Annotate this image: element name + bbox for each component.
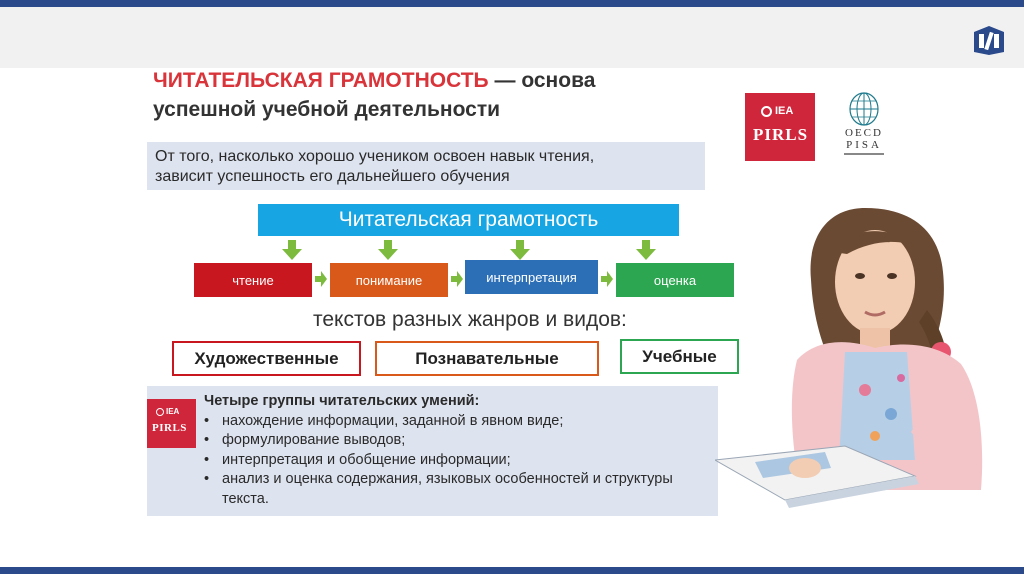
step-understanding: понимание <box>330 263 448 297</box>
intro-line-1: От того, насколько хорошо учеником освоен навык чтения, <box>155 148 595 165</box>
pirls-label: PIRLS <box>753 125 809 144</box>
intro-line-2: зависит успешность его дальнейшего обучения <box>155 168 510 185</box>
step-evaluation: оценка <box>616 263 734 297</box>
arrow-down-icon <box>378 240 398 260</box>
step-interpretation: интерпретация <box>465 260 598 294</box>
globe-icon <box>847 90 881 128</box>
header-band <box>0 7 1024 68</box>
arrow-down-icon <box>510 240 530 260</box>
bottom-border <box>0 567 1024 574</box>
arrow-right-icon <box>451 271 463 287</box>
oecd-label: OECD <box>845 127 883 139</box>
skills-text <box>204 392 712 509</box>
arrow-down-icon <box>282 240 302 260</box>
pirls-label: PIRLS <box>152 422 187 434</box>
pirls-logo-small <box>147 399 196 448</box>
reading-literacy-banner: Читательская грамотность <box>258 204 679 236</box>
list-item: • формулирование выводов; <box>204 431 712 451</box>
list-item: • анализ и оценка содержания, языковых особенностей и структуры текста. <box>204 470 712 509</box>
iea-mark <box>761 105 809 117</box>
genre-fiction: Художественные <box>172 341 361 376</box>
genre-educational: Учебные <box>620 339 739 374</box>
arrow-right-icon <box>315 271 327 287</box>
iea-label: IEA <box>775 105 794 117</box>
iea-dot-icon <box>761 106 772 117</box>
oecd-fine-print <box>844 153 884 155</box>
oecd-pisa-logo <box>836 90 892 164</box>
iea-mark <box>156 407 193 416</box>
iea-label: IEA <box>166 407 180 416</box>
title-line2: успешной учебной деятельности <box>153 98 501 121</box>
pirls-logo <box>745 93 815 161</box>
pisa-label: PISA <box>846 139 882 151</box>
genre-informational: Познавательные <box>375 341 599 376</box>
iea-dot-icon <box>156 408 164 416</box>
title-rest: — основа <box>488 69 596 92</box>
slide-title <box>153 66 713 124</box>
genres-caption: текстов разных жанров и видов: <box>313 308 627 331</box>
institute-logo-icon <box>970 24 1008 56</box>
list-item: • нахождение информации, заданной в явном виде; <box>204 412 712 432</box>
intro-box <box>147 142 705 190</box>
top-border <box>0 0 1024 7</box>
student-reading-image <box>715 200 1010 510</box>
arrow-down-icon <box>636 240 656 260</box>
skills-list <box>204 412 712 510</box>
list-item: • интерпретация и обобщение информации; <box>204 451 712 471</box>
title-accent: ЧИТАТЕЛЬСКАЯ ГРАМОТНОСТЬ <box>153 69 489 92</box>
step-reading: чтение <box>194 263 312 297</box>
arrow-right-icon <box>601 271 613 287</box>
skills-heading: Четыре группы читательских умений: <box>204 393 480 409</box>
